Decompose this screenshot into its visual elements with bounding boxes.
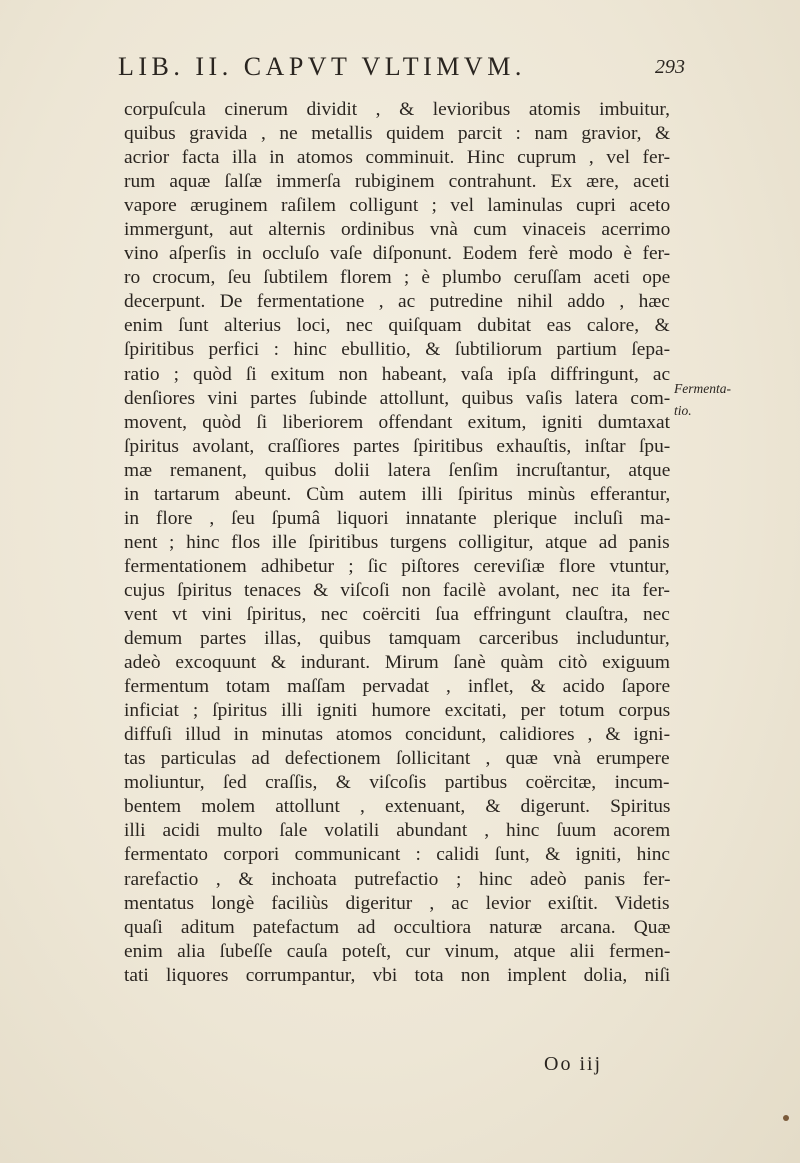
text-line: bentem molem attollunt , extenuant, & digerunt. Spiritus xyxy=(124,796,671,818)
page-header xyxy=(118,52,685,88)
text-line: demum partes illas, quibus tamquam carceribus includuntur, xyxy=(124,628,670,650)
page-number: 293 xyxy=(655,56,685,78)
ink-speck xyxy=(783,1115,789,1121)
text-line: ro crocum, ſeu ſubtilem florem ; è plumbo ceruſſam aceti ope xyxy=(124,267,671,289)
text-line: fermentum totam maſſam pervadat , inflet, & acido ſapore xyxy=(124,676,671,698)
text-line: ratio ; quòd ſi exitum non habeant, vaſa ipſa diffringunt, ac xyxy=(124,363,671,385)
text-line: inficiat ; ſpiritus illi igniti humore excitati, per totum corpus xyxy=(124,700,671,722)
body-text xyxy=(124,98,670,988)
marginal-note xyxy=(674,378,794,422)
text-line: diffuſi illud in minutas atomos concidunt, calidiores , & igni- xyxy=(124,724,671,746)
text-line: vino aſperſis in occluſo vaſe diſponunt. Eodem ferè modo è fer- xyxy=(124,243,671,265)
text-line: mæ remanent, quibus dolii latera ſenſim incruſtantur, atque xyxy=(124,459,671,481)
text-line: ſpiritibus perfici : hinc ebullitio, & ſubtiliorum partium ſepa- xyxy=(124,339,671,361)
text-line: in tartarum abeunt. Cùm autem illi ſpiritus minùs efferantur, xyxy=(124,483,671,505)
text-line: mentatus longè faciliùs digeritur , ac levior exiſtit. Videtis xyxy=(124,892,670,914)
text-line: enim alia ſubeſſe cauſa poteſt, cur vinum, atque alii fermen- xyxy=(124,940,671,962)
text-line: enim ſunt alterius loci, nec quiſquam dubitat eas calore, & xyxy=(124,315,670,337)
text-line: rarefactio , & inchoata putrefactio ; hinc adeò panis fer- xyxy=(124,868,671,890)
text-line: acrior facta illa in atomos comminuit. Hinc cuprum , vel fer- xyxy=(124,147,671,169)
text-line: tati liquores corrumpantur, vbi tota non implent dolia, niſi xyxy=(124,964,671,986)
text-line: ſpiritus avolant, craſſiores partes ſpiritibus exhauſtis, inſtar ſpu- xyxy=(124,435,671,457)
text-line: cujus ſpiritus tenaces & viſcoſi non facilè avolant, nec ita fer- xyxy=(124,579,670,601)
text-line: rum aquæ ſalſæ immerſa rubiginem contrahunt. Ex ære, aceti xyxy=(124,171,670,193)
marginal-note-line: Fermenta- xyxy=(674,381,731,396)
running-head: LIB. II. CAPVT VLTIMVM. xyxy=(118,52,526,81)
text-line: movent, quòd ſi liberiorem offendant exitum, igniti dumtaxat xyxy=(124,411,671,433)
text-line: moliuntur, ſed craſſis, & viſcoſis partibus coërcitæ, incum- xyxy=(124,772,670,794)
text-line: immergunt, aut alternis ordinibus vnà cum vinaceis acerrimo xyxy=(124,219,671,241)
text-line: tas particulas ad defectionem ſollicitant , quæ vnà erumpere xyxy=(124,748,670,770)
text-line: vent vt vini ſpiritus, nec coërciti ſua effringunt clauſtra, nec xyxy=(124,603,670,625)
text-line: corpuſcula cinerum dividit , & levioribus atomis imbuitur, xyxy=(124,99,670,120)
text-line: nent ; hinc flos ille ſpiritibus turgens colligitur, atque ad panis xyxy=(124,531,670,553)
marginal-note-line: tio. xyxy=(674,403,692,418)
text-line: fermentationem adhibetur ; ſic piſtores cereviſiæ flore vtuntur, xyxy=(124,555,670,577)
signature-mark: Oo iij xyxy=(544,1053,603,1075)
text-line: quibus gravida , ne metallis quidem parcit : nam gravior, & xyxy=(124,123,671,145)
text-line: illi acidi multo ſale volatili abundant , hinc ſuum acorem xyxy=(124,820,671,842)
text-line: in flore , ſeu ſpumâ liquori innatante plerique incluſi ma- xyxy=(124,507,671,529)
text-line: decerpunt. De fermentatione , ac putredine nihil addo , hæc xyxy=(124,291,670,313)
text-line: denſiores vini partes ſubinde attollunt, quibus vaſis latera com- xyxy=(124,387,671,409)
text-line: quaſi aditum patefactum ad occultiora naturæ arcana. Quæ xyxy=(124,916,671,938)
text-line: fermentato corpori communicant : calidi ſunt, & igniti, hinc xyxy=(124,844,671,866)
text-line: vapore æruginem raſilem colligunt ; vel laminulas cupri aceto xyxy=(124,195,671,217)
text-line: adeò excoquunt & indurant. Mirum ſanè quàm citò exiguum xyxy=(124,652,670,674)
